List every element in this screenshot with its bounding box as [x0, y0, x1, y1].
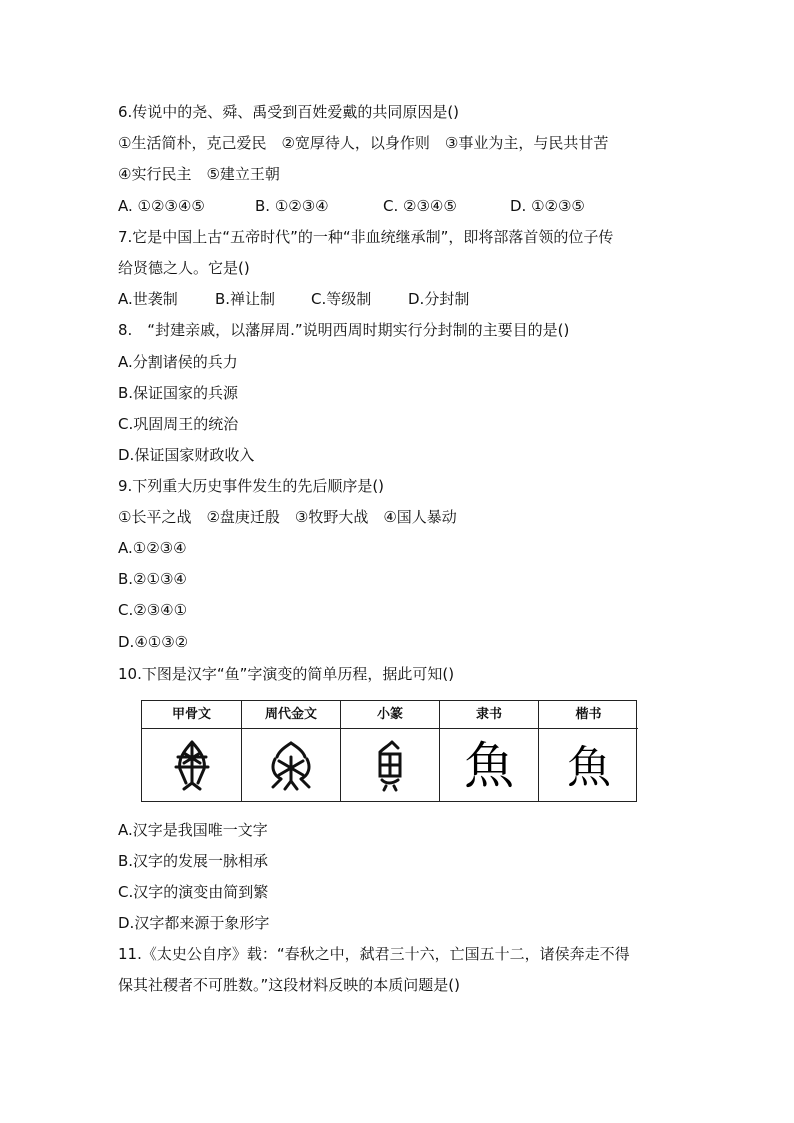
q7-option-d: D.分封制	[408, 290, 470, 308]
q6-items-line2: ④实行民主 ⑤建立王朝	[118, 165, 280, 183]
q7-option-c: C.等级制	[311, 290, 372, 308]
q6-options	[118, 196, 585, 216]
q9-option-c: C.②③④①	[118, 601, 188, 619]
header-clerical-script: 隶书	[440, 701, 539, 729]
q6-option-d: D. ①②③⑤	[510, 197, 585, 215]
q8-stem: 8. “封建亲戚，以藩屏周.”说明西周时期实行分封制的主要目的是()	[118, 321, 570, 339]
q7-options	[118, 289, 469, 309]
fish-character-evolution-table	[141, 700, 637, 802]
header-oracle-bone: 甲骨文	[142, 701, 242, 729]
q6-items-line1: ①生活简朴，克己爱民 ②宽厚待人，以身作则 ③事业为主，与民共甘苦	[118, 134, 609, 152]
regular-script-fish-text: 魚	[566, 742, 611, 793]
q7-stem-line2: 给贤德之人。它是()	[118, 259, 250, 277]
header-regular-script: 楷书	[539, 701, 638, 729]
q8-option-b: B.保证国家的兵源	[118, 384, 239, 402]
q10-option-b: B.汉字的发展一脉相承	[118, 852, 269, 870]
q8-option-c: C.巩固周王的统治	[118, 415, 239, 433]
q9-option-b: B.②①③④	[118, 570, 187, 588]
q7-stem-line1: 7.它是中国上古“五帝时代”的一种“非血统继承制”，即将部落首领的位子传	[118, 228, 614, 246]
q10-option-d: D.汉字都来源于象形字	[118, 914, 270, 932]
q6-option-c: C. ②③④⑤	[383, 197, 457, 215]
q11-stem-line1: 11.《太史公自序》载：“春秋之中，弑君三十六，亡国五十二，诸侯奔走不得	[118, 945, 630, 963]
regular-script-fish-glyph	[539, 729, 638, 801]
small-seal-fish-glyph	[341, 729, 440, 801]
oracle-bone-fish-glyph	[142, 729, 242, 801]
q7-option-b: B.禅让制	[215, 290, 276, 308]
clerical-script-fish-glyph	[440, 729, 539, 801]
header-small-seal: 小篆	[341, 701, 440, 729]
q6-option-b: B. ①②③④	[255, 197, 329, 215]
q7-option-a: A.世袭制	[118, 290, 178, 308]
q9-stem: 9.下列重大历史事件发生的先后顺序是()	[118, 477, 385, 495]
q8-option-a: A.分割诸侯的兵力	[118, 353, 238, 371]
q9-option-a: A.①②③④	[118, 539, 187, 557]
q9-items: ①长平之战 ②盘庚迁殷 ③牧野大战 ④国人暴动	[118, 508, 457, 526]
q11-stem-line2: 保其社稷者不可胜数。”这段材料反映的本质问题是()	[118, 976, 460, 994]
q6-option-a: A. ①②③④⑤	[118, 197, 205, 215]
q10-option-c: C.汉字的演变由简到繁	[118, 883, 269, 901]
q9-option-d: D.④①③②	[118, 633, 189, 651]
clerical-script-fish-text: 魚	[464, 737, 514, 795]
q10-option-a: A.汉字是我国唯一文字	[118, 821, 268, 839]
q8-option-d: D.保证国家财政收入	[118, 446, 255, 464]
bronze-script-fish-glyph	[242, 729, 341, 801]
q6-stem: 6.传说中的尧、舜、禹受到百姓爱戴的共同原因是()	[118, 103, 460, 121]
header-bronze-script: 周代金文	[242, 701, 341, 729]
q10-stem: 10.下图是汉字“鱼”字演变的简单历程，据此可知()	[118, 665, 455, 683]
